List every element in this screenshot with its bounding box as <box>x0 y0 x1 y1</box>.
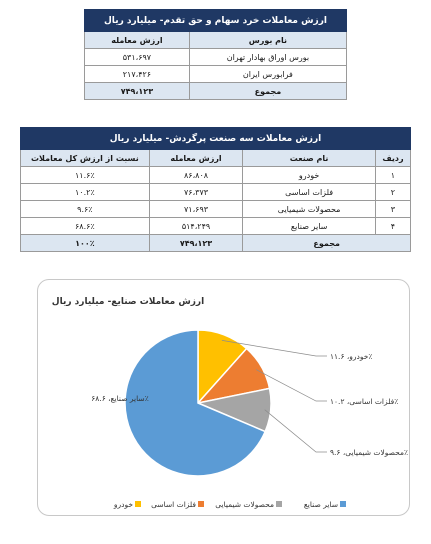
table2-cell-industry: سایر صنایع <box>243 218 376 235</box>
industry-pie-chart-panel <box>37 279 410 516</box>
table2-cell-share: ۱۱.۶٪ <box>21 167 150 184</box>
table1-header-exchange: نام بورس <box>189 32 346 49</box>
table2-cell-share: ۱۰.۲٪ <box>21 184 150 201</box>
table2-header-value: ارزش معامله <box>149 150 243 167</box>
legend-swatch-2 <box>276 501 282 507</box>
table1-total-label: مجموع <box>189 83 346 100</box>
table2-cell-rank: ۳ <box>375 201 410 218</box>
legend-swatch-4 <box>135 501 141 507</box>
legend-label-2: محصولات شیمیایی <box>215 500 274 509</box>
table1-total-value: ۷۴۹،۱۲۳ <box>85 83 190 100</box>
table2-cell-industry: خودرو <box>243 167 376 184</box>
table-row <box>21 184 411 201</box>
table1-title: ارزش معاملات خرد سهام و حق تقدم- میلیارد ریال <box>85 10 347 32</box>
table2-header-industry: نام صنعت <box>243 150 376 167</box>
leader-line-3 <box>265 410 327 452</box>
data-label-1: خودرو، ۱۱.۶٪ <box>330 352 373 361</box>
table2-cell-industry: فلزات اساسی <box>243 184 376 201</box>
industry-trading-table <box>20 127 411 252</box>
table1-cell-exchange: بورس اوراق بهادار تهران <box>189 49 346 66</box>
legend-label-1: سایر صنایع <box>303 500 338 509</box>
table2-cell-value: ۷۱،۶۹۳ <box>149 201 243 218</box>
table2-cell-rank: ۴ <box>375 218 410 235</box>
table2-title: ارزش معاملات سه صنعت پرگردش- میلیارد ریال <box>21 128 411 150</box>
table1-cell-value: ۵۳۱،۶۹۷ <box>85 49 190 66</box>
exchange-trading-table <box>84 9 347 100</box>
table2-cell-value: ۵۱۴،۲۴۹ <box>149 218 243 235</box>
table1-cell-exchange: فرابورس ایران <box>189 66 346 83</box>
table2-total-label: مجموع <box>243 235 411 252</box>
legend-swatch-3 <box>198 501 204 507</box>
table1-header-value: ارزش معامله <box>85 32 190 49</box>
table2-cell-industry: محصولات شیمیایی <box>243 201 376 218</box>
chart-title: ارزش معاملات صنایع- میلیارد ریال <box>51 297 205 307</box>
chart-legend <box>113 500 346 509</box>
table2-total-value: ۷۴۹،۱۲۳ <box>149 235 243 252</box>
table-row <box>85 66 347 83</box>
data-label-2: فلزات اساسی، ۱۰.۲٪ <box>330 397 399 406</box>
data-label-3: محصولات شیمیایی، ۹.۶٪ <box>330 448 409 457</box>
table-row <box>85 49 347 66</box>
pie-chart <box>38 280 411 517</box>
table2-cell-share: ۹.۶٪ <box>21 201 150 218</box>
data-label-4: سایر صنایع، ۶۸.۶٪ <box>91 394 149 403</box>
legend-label-3: فلزات اساسی <box>151 500 196 509</box>
table-row <box>21 218 411 235</box>
table2-cell-share: ۶۸.۶٪ <box>21 218 150 235</box>
table-row <box>21 201 411 218</box>
table2-header-share: نسبت از ارزش کل معاملات <box>21 150 150 167</box>
table-row <box>21 167 411 184</box>
table2-cell-value: ۷۶،۳۷۳ <box>149 184 243 201</box>
table2-cell-rank: ۲ <box>375 184 410 201</box>
table1-cell-value: ۲۱۷،۴۲۶ <box>85 66 190 83</box>
legend-swatch-1 <box>340 501 346 507</box>
legend-label-4: خودرو <box>113 500 133 509</box>
pie-slices <box>125 330 271 476</box>
table2-cell-value: ۸۶،۸۰۸ <box>149 167 243 184</box>
table2-header-rank: ردیف <box>375 150 410 167</box>
table2-cell-rank: ۱ <box>375 167 410 184</box>
table2-total-share: ۱۰۰٪ <box>21 235 150 252</box>
